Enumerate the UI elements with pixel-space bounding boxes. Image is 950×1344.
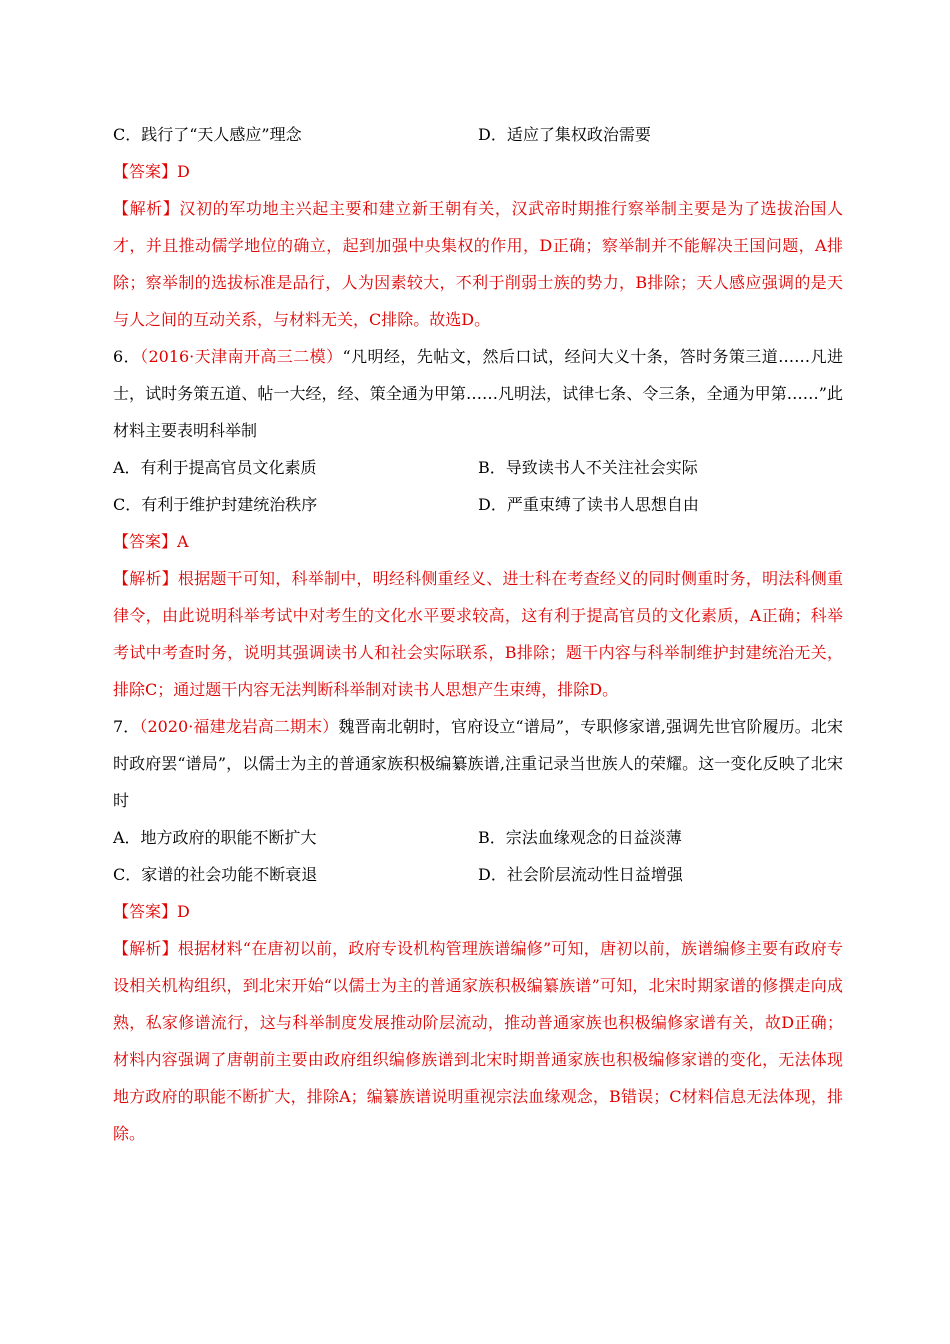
question-text: “凡明经，先帖文，然后口试，经问大义十条，答时务策三道……凡进士，试时务策五道、帖一大经，经、策全通为甲第……凡明法，试律七条、令三条，全通为甲第……”此材料主要表明科举制 (113, 347, 843, 440)
analysis-label: 【解析】 (113, 939, 178, 958)
q5-answer (113, 153, 843, 190)
q5-options-cd (113, 116, 843, 153)
q5-option-d: D．适应了集权政治需要 (478, 125, 651, 144)
question-source: （2020·福建龙岩高二期末） (139, 717, 339, 736)
question-source: （2016·天津南开高三二模） (140, 347, 343, 366)
question-text: 魏晋南北朝时，官府设立“谱局”，专职修家谱,强调先世官阶履历。北宋时政府罢“谱局”，以儒士为主的普通家族积极编纂族谱,注重记录当世族人的荣耀。这一变化反映了北宋时 (113, 717, 843, 810)
q7-answer (113, 893, 843, 930)
q7-option-d: D．社会阶层流动性日益增强 (478, 865, 683, 884)
q7-options-cd (113, 856, 843, 893)
q5-option-c: C．践行了“天人感应”理念 (113, 125, 302, 144)
document-page (113, 116, 843, 1152)
answer-label: 【答案】 (113, 902, 178, 921)
q6-option-d: D．严重束缚了读书人思想自由 (478, 495, 699, 514)
analysis-label: 【解析】 (113, 199, 180, 218)
analysis-text: 汉初的军功地主兴起主要和建立新王朝有关，汉武帝时期推行察举制主要是为了选拔治国人才，并且推动儒学地位的确立，起到加强中央集权的作用，D正确；察举制并不能解决王国问题，A排除；察举制的选拔标准是品行，人为因素较大，不利于削弱士族的势力，B排除；天人感应强调的是天与人之间的互动关系，与材料无关，C排除。故选D。 (113, 199, 843, 329)
q5-analysis (113, 190, 843, 338)
answer-label: 【答案】 (113, 162, 178, 181)
q6-analysis (113, 560, 843, 708)
answer-label: 【答案】 (113, 532, 178, 551)
question-number: 7． (113, 717, 140, 736)
q6-option-a: A．有利于提高官员文化素质 (113, 458, 317, 477)
q6-option-b: B．导致读书人不关注社会实际 (478, 458, 698, 477)
analysis-text: 根据题干可知，科举制中，明经科侧重经义、进士科在考查经义的同时侧重时务，明法科侧重律令，由此说明科举考试中对考生的文化水平要求较高，这有利于提高官员的文化素质，A正确；科举考试中考查时务，说明其强调读书人和社会实际联系，B排除；题干内容与科举制维护封建统治无关，排除C；通过题干内容无法判断科举制对读书人思想产生束缚，排除D。 (113, 569, 843, 699)
q7-options-ab (113, 819, 843, 856)
analysis-label: 【解析】 (113, 569, 178, 588)
q7-option-a: A．地方政府的职能不断扩大 (113, 828, 317, 847)
q7-analysis (113, 930, 843, 1152)
q6-answer (113, 523, 843, 560)
answer-value: D (177, 162, 190, 181)
q7-option-c: C．家谱的社会功能不断衰退 (113, 865, 318, 884)
answer-value: A (177, 532, 189, 551)
q6-option-c: C．有利于维护封建统治秩序 (113, 495, 318, 514)
answer-value: D (177, 902, 190, 921)
q6-options-ab (113, 449, 843, 486)
question-number: 6． (113, 347, 141, 366)
q7-stem (113, 708, 843, 819)
q6-stem (113, 338, 843, 449)
q6-options-cd (113, 486, 843, 523)
q7-option-b: B．宗法血缘观念的日益淡薄 (478, 828, 682, 847)
analysis-text: 根据材料“在唐初以前，政府专设机构管理族谱编修”可知，唐初以前，族谱编修主要有政府专设相关机构组织，到北宋开始“以儒士为主的普通家族积极编纂族谱”可知，北宋时期家谱的修撰走向成熟，私家修谱流行，这与科举制度发展推动阶层流动，推动普通家族也积极编修家谱有关，故D正确；材料内容强调了唐朝前主要由政府组织编修族谱到北宋时期普通家族也积极编修家谱的变化，无法体现地方政府的职能不断扩大，排除A；编纂族谱说明重视宗法血缘观念，B错误；C材料信息无法体现，排除。 (113, 939, 843, 1143)
